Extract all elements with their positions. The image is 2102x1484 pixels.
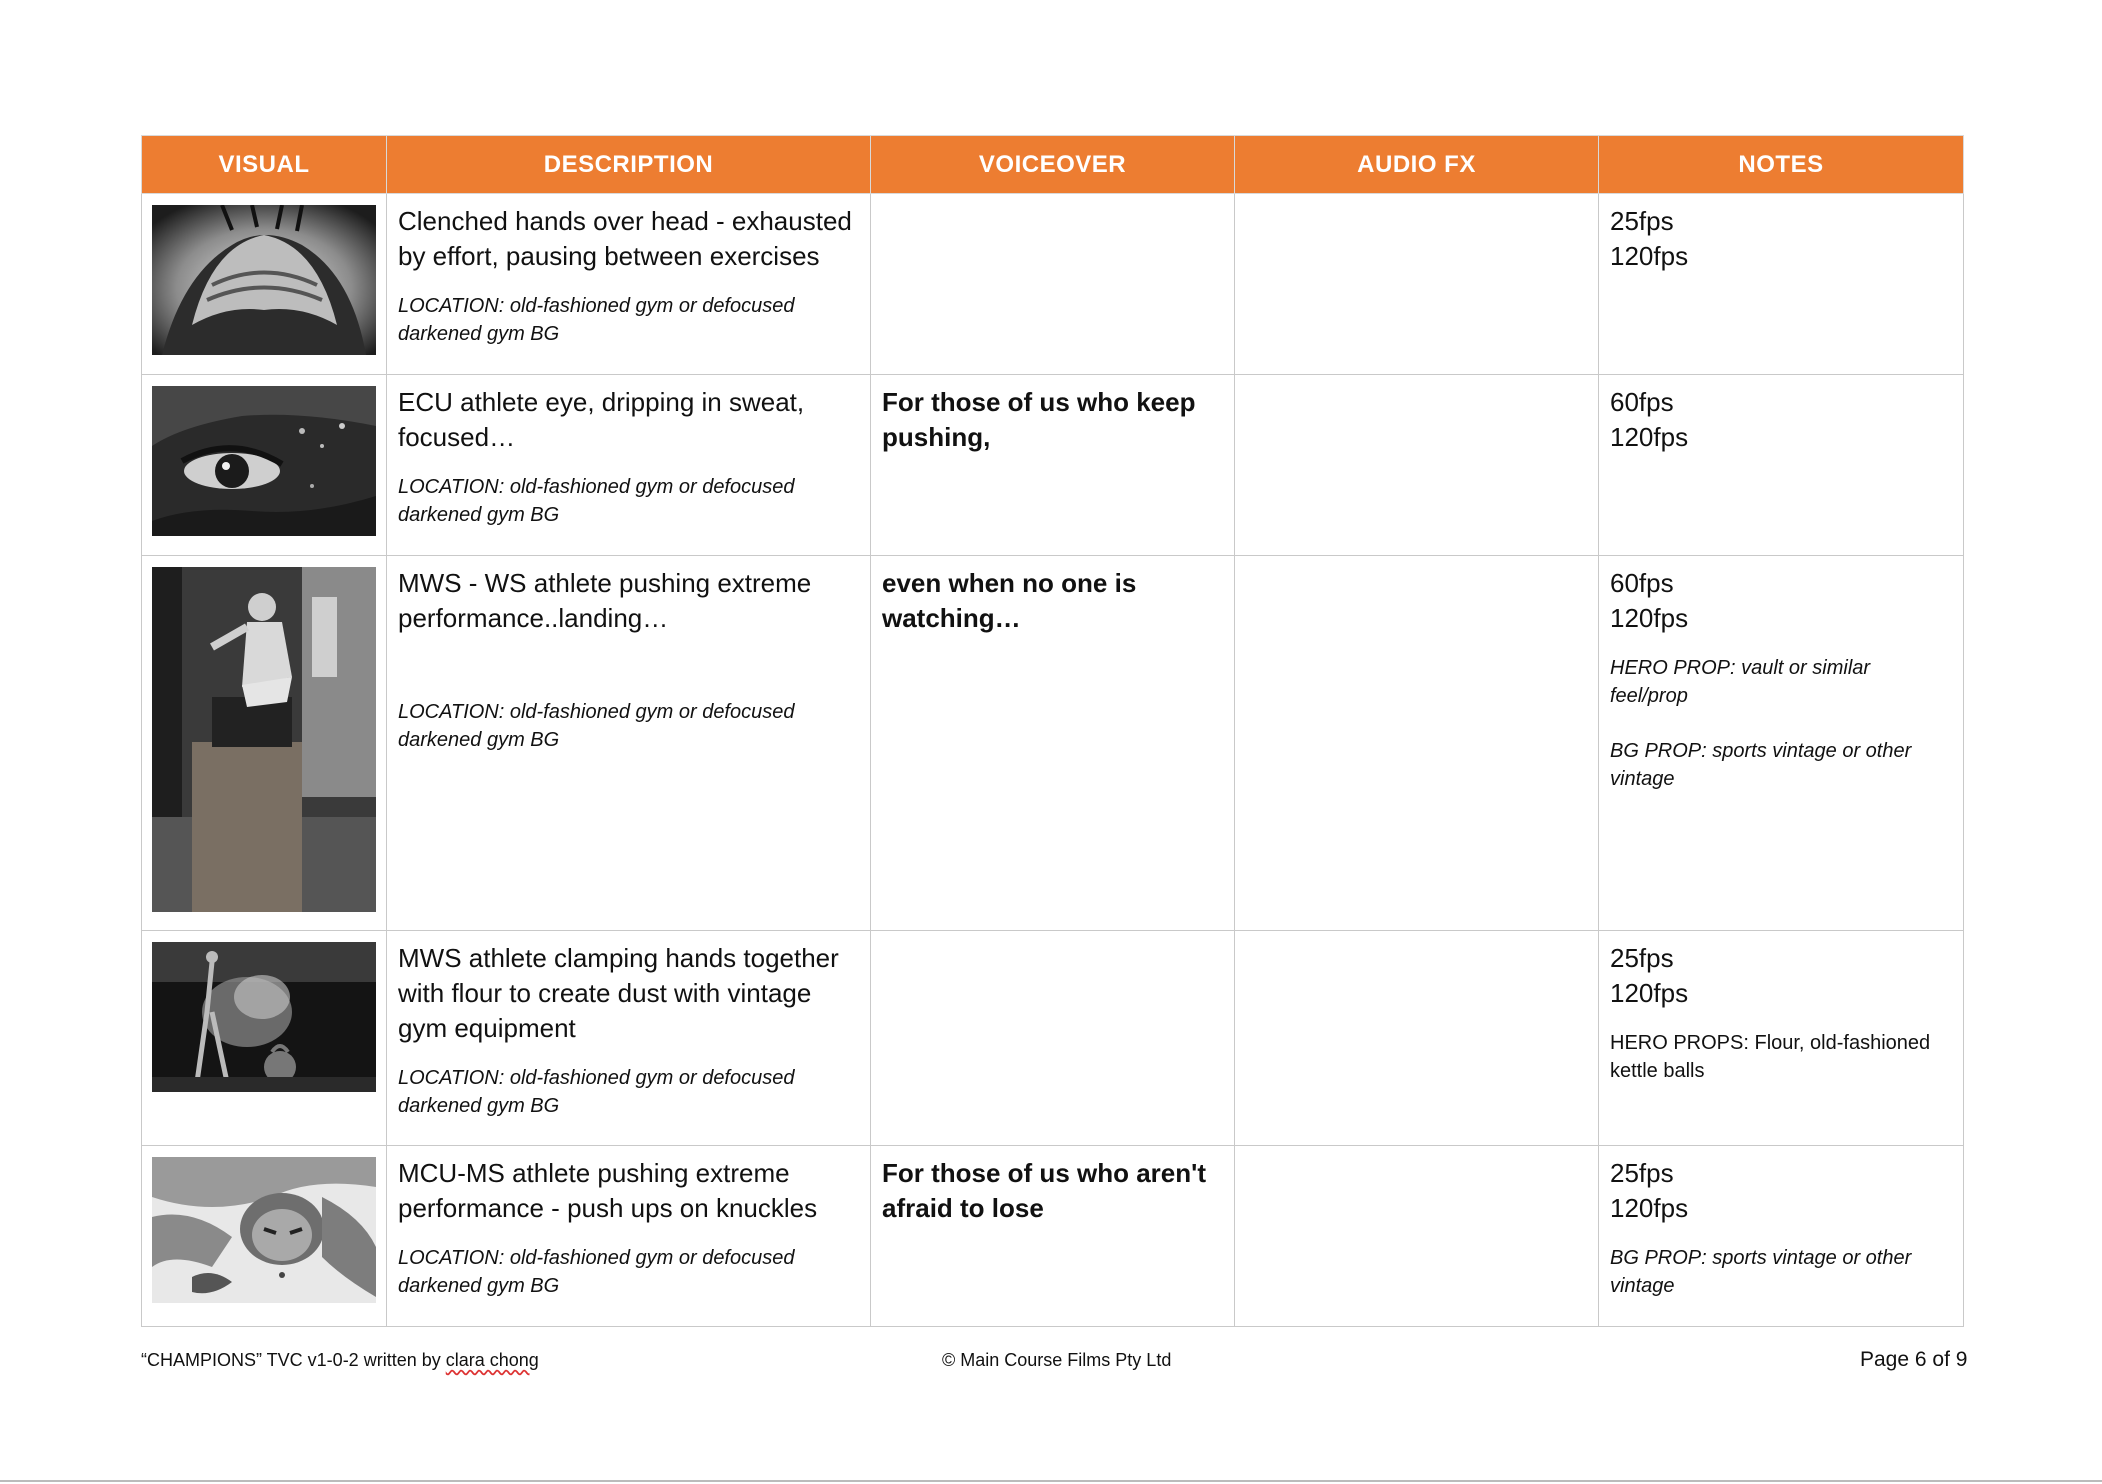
- description-text: Clenched hands over head - exhausted by effort, pausing between exercises: [398, 206, 852, 271]
- footer-title: “CHAMPIONS” TVC v1-0-2 written by: [141, 1350, 446, 1370]
- voiceover-text: For those of us who keep pushing,: [882, 387, 1196, 452]
- visual-cell: [142, 556, 387, 931]
- note-fps: 120fps: [1610, 241, 1689, 271]
- notes-cell: [1599, 931, 1964, 1146]
- notes-cell: [1599, 1146, 1964, 1327]
- note-fps: 25fps: [1610, 1158, 1674, 1188]
- description-text: ECU athlete eye, dripping in sweat, focused…: [398, 387, 805, 452]
- header-description: DESCRIPTION: [387, 136, 871, 194]
- visual-cell: [142, 194, 387, 375]
- location-text: LOCATION: old-fashioned gym or defocused darkened gym BG: [398, 1067, 795, 1117]
- voiceover-cell: [871, 194, 1235, 375]
- voiceover-cell: [871, 556, 1235, 931]
- description-cell: [387, 1146, 871, 1327]
- description-text: MWS athlete clamping hands together with flour to create dust with vintage gym equipment: [398, 943, 839, 1043]
- description-text: MWS - WS athlete pushing extreme performance..landing…: [398, 568, 812, 633]
- table-row: [142, 194, 1964, 375]
- voiceover-cell: [871, 1146, 1235, 1327]
- clenched-hands-photo: [152, 205, 376, 355]
- page-number: Page 6 of 9: [1860, 1348, 1968, 1371]
- note-fps: 120fps: [1610, 422, 1689, 452]
- voiceover-cell: [871, 931, 1235, 1146]
- location-text: LOCATION: old-fashioned gym or defocused darkened gym BG: [398, 701, 795, 751]
- note-prop: HERO PROP: vault or similar feel/prop: [1610, 657, 1871, 707]
- table-row: [142, 1146, 1964, 1327]
- visual-cell: [142, 931, 387, 1146]
- note-fps: 60fps: [1610, 387, 1674, 417]
- note-fps: 25fps: [1610, 943, 1674, 973]
- audio-fx-cell: [1235, 556, 1599, 931]
- audio-fx-cell: [1235, 1146, 1599, 1327]
- push-up-photo: [152, 1157, 376, 1303]
- note-fps: 60fps: [1610, 568, 1674, 598]
- location-text: LOCATION: old-fashioned gym or defocused darkened gym BG: [398, 295, 795, 345]
- table-row: [142, 931, 1964, 1146]
- description-cell: [387, 556, 871, 931]
- note-prop: BG PROP: sports vintage or other vintage: [1610, 740, 1912, 790]
- location-text: LOCATION: old-fashioned gym or defocused darkened gym BG: [398, 1247, 795, 1297]
- note-fps: 120fps: [1610, 978, 1689, 1008]
- visual-cell: [142, 375, 387, 556]
- table-row: [142, 556, 1964, 931]
- voiceover-text: For those of us who aren't afraid to lose: [882, 1158, 1206, 1223]
- visual-cell: [142, 1146, 387, 1327]
- description-cell: [387, 931, 871, 1146]
- notes-cell: [1599, 194, 1964, 375]
- location-text: LOCATION: old-fashioned gym or defocused darkened gym BG: [398, 476, 795, 526]
- note-fps: 120fps: [1610, 1193, 1689, 1223]
- box-jump-photo: [152, 567, 376, 912]
- page-divider: [0, 1480, 2102, 1482]
- note-fps: 120fps: [1610, 603, 1689, 633]
- table-row: [142, 375, 1964, 556]
- voiceover-text: even when no one is watching…: [882, 568, 1137, 633]
- notes-cell: [1599, 375, 1964, 556]
- footer-credit: [141, 1350, 539, 1371]
- voiceover-cell: [871, 375, 1235, 556]
- header-visual: VISUAL: [142, 136, 387, 194]
- footer-copyright: © Main Course Films Pty Ltd: [942, 1350, 1172, 1370]
- notes-cell: [1599, 556, 1964, 931]
- description-cell: [387, 194, 871, 375]
- audio-fx-cell: [1235, 931, 1599, 1146]
- note-prop: BG PROP: sports vintage or other vintage: [1610, 1247, 1912, 1297]
- audio-fx-cell: [1235, 194, 1599, 375]
- athlete-eye-photo: [152, 386, 376, 536]
- description-text: MCU-MS athlete pushing extreme performance - push ups on knuckles: [398, 1158, 818, 1223]
- header-voiceover: VOICEOVER: [871, 136, 1235, 194]
- note-prop: HERO PROPS: Flour, old-fashioned kettle balls: [1610, 1032, 1931, 1082]
- footer-author: clara chong: [445, 1350, 539, 1370]
- note-fps: 25fps: [1610, 206, 1674, 236]
- description-cell: [387, 375, 871, 556]
- audio-fx-cell: [1235, 375, 1599, 556]
- storyboard-table: [141, 135, 1964, 1327]
- header-row: [142, 136, 1964, 194]
- header-audio-fx: AUDIO FX: [1235, 136, 1599, 194]
- header-notes: NOTES: [1599, 136, 1964, 194]
- chalk-dust-photo: [152, 942, 376, 1092]
